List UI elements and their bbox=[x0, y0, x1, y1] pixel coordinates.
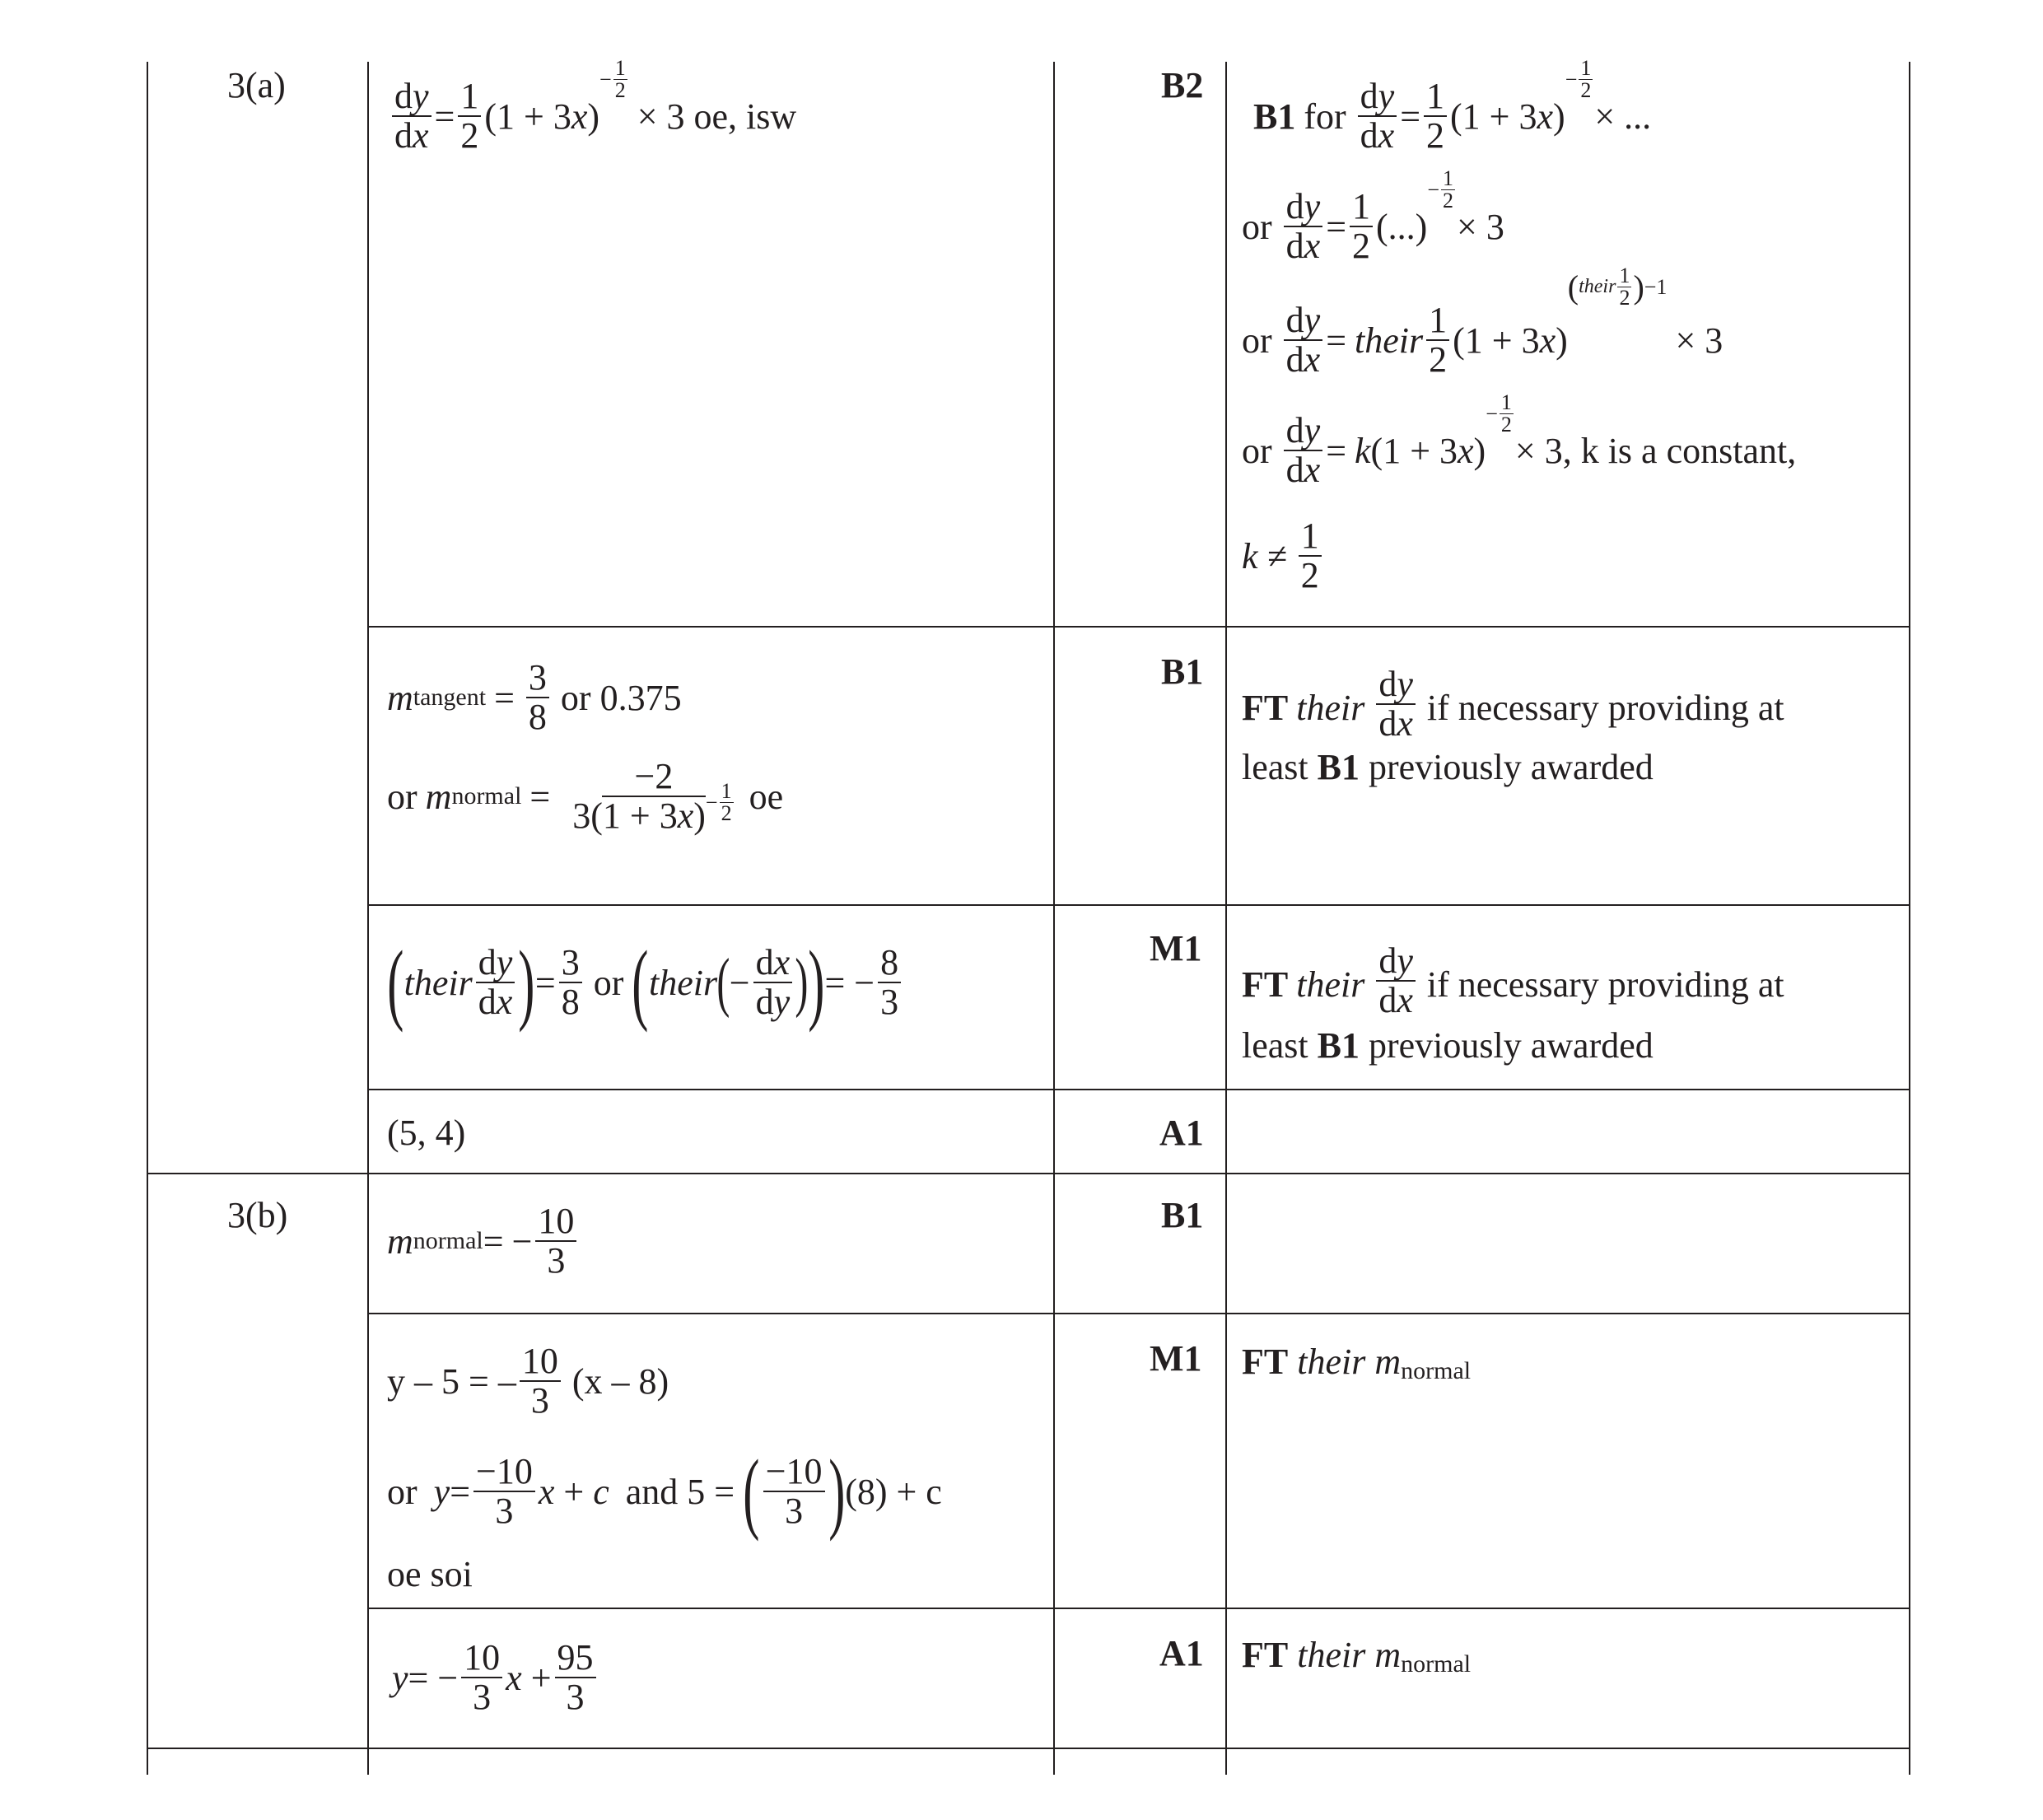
guidance-ft: FT bbox=[1242, 1342, 1289, 1382]
guidance-m-subscript: normal bbox=[1401, 1357, 1472, 1384]
mark-m1: M1 bbox=[1150, 928, 1202, 968]
guidance-their: their bbox=[1355, 320, 1424, 361]
guidance-previously: previously awarded bbox=[1369, 1025, 1654, 1066]
mark-a1: A1 bbox=[1159, 1113, 1204, 1153]
row-divider bbox=[367, 626, 1910, 628]
power-minus-half: − $\frac{1}{2}$ bbox=[599, 56, 626, 102]
or-decimal: or 0.375 bbox=[560, 677, 682, 718]
table-border-right bbox=[1909, 62, 1910, 1775]
table-border-left bbox=[147, 62, 148, 1775]
guidance-k-not-half: k ≠ $\frac{1}{2}$ bbox=[1242, 517, 1325, 595]
guidance-b1: B1 bbox=[1317, 1025, 1360, 1066]
answer-derivative-expression: $\frac{dy}{dx}$ = $\frac{1}{2}$ (1 + 3x) − $\frac{1}{2}$ × 3 oe, isw bbox=[389, 77, 796, 155]
question-divider bbox=[147, 1173, 1910, 1174]
question-number-3b: 3(b) bbox=[227, 1195, 288, 1235]
guidance-ft: FT bbox=[1242, 964, 1289, 1005]
mark-b1: B1 bbox=[1161, 1195, 1204, 1235]
guidance-ft-line-2 bbox=[1242, 1026, 1654, 1066]
guidance-ft: FT bbox=[1242, 688, 1289, 728]
guidance-for: for bbox=[1304, 96, 1346, 137]
answer-m-normal-value: m normal = − $\frac{10}{3}$ bbox=[387, 1202, 580, 1280]
guidance-previously: previously awarded bbox=[1369, 747, 1654, 787]
or-label: or bbox=[593, 962, 624, 1003]
guidance-text: if necessary providing at bbox=[1426, 964, 1784, 1005]
mark-b2: B2 bbox=[1161, 65, 1204, 105]
or-label: or bbox=[387, 776, 417, 817]
or-label: or bbox=[387, 1471, 417, 1512]
answer-suffix: × 3 oe, isw bbox=[637, 96, 797, 137]
oe-soi-label: oe soi bbox=[387, 1554, 473, 1594]
guidance-b1-for: B1 for $\frac{dy}{dx}$ = $\frac{1}{2}$ (1 + 3x) − $\frac{1}{2}$ × ... bbox=[1253, 56, 1652, 156]
guidance-b1: B1 bbox=[1317, 747, 1360, 787]
normal-gradient-numerator: −2 bbox=[602, 758, 707, 797]
their-label: their bbox=[403, 962, 473, 1003]
guidance-or: or bbox=[1242, 320, 1272, 361]
m-normal-subscript: normal bbox=[451, 782, 522, 810]
question-number-3a: 3(a) bbox=[227, 65, 286, 105]
guidance-ft-line-2 bbox=[1242, 748, 1654, 787]
guidance-their: their bbox=[1296, 688, 1365, 728]
row-divider bbox=[367, 1313, 1910, 1314]
dy-dx-fraction: $\frac{dy}{dx}$ bbox=[392, 77, 431, 155]
line-equation-right: (x – 8) bbox=[571, 1360, 669, 1402]
answer-final-equation: y = − $\frac{10}{3}$ x + $\frac{95}{3}$ bbox=[392, 1639, 599, 1716]
guidance-least: least bbox=[1242, 747, 1308, 787]
m-tangent-subscript: tangent bbox=[413, 684, 487, 711]
row-divider bbox=[367, 1089, 1910, 1090]
guidance-k-constant: , k is a constant, bbox=[1562, 430, 1797, 471]
guidance-b1-label: B1 bbox=[1253, 96, 1296, 137]
answer-m-normal: or m normal = −2 3(1 + 3x) − $\frac{1}{2}$ oe bbox=[387, 756, 784, 836]
guidance-their: their bbox=[1297, 1342, 1366, 1382]
row-divider bbox=[367, 904, 1910, 906]
row-divider bbox=[367, 1608, 1910, 1609]
table-bottom-border bbox=[147, 1748, 1910, 1749]
guidance-or-line-1: or $\frac{dy}{dx}$ = $\frac{1}{2}$ (...) − $\frac{1}{2}$ × 3 bbox=[1242, 166, 1504, 266]
answer-m-tangent: m tangent = $\frac{3}{8}$ or 0.375 bbox=[387, 657, 682, 737]
answer-line-equation-alt: or y = $\frac{-10}{3}$ x + c and 5 = ( $\frac{-10}{3}$ ) (8) + c bbox=[387, 1441, 942, 1542]
guidance-ft-line-1: FT their $\frac{dy}{dx}$ if necessary providing at bbox=[1242, 940, 1784, 1020]
column-divider-marks bbox=[1225, 62, 1227, 1775]
answer-line-equation: y – 5 = – $\frac{10}{3}$ (x – 8) bbox=[387, 1341, 669, 1421]
guidance-or-line-2: or $\frac{dy}{dx}$ = their $\frac{1}{2}$ (1 + 3x) ( their $\frac{1}{2}$ ) −1 × 3 bbox=[1242, 264, 1723, 380]
mark-b1: B1 bbox=[1161, 651, 1204, 692]
answer-point: (5, 4) bbox=[387, 1113, 466, 1153]
guidance-their: their bbox=[1297, 1635, 1366, 1675]
oe-label: oe bbox=[749, 776, 784, 817]
guidance-ft-their-m-normal: FT their $m_{normal}$ bbox=[1242, 1342, 1472, 1384]
eight-plus-c: (8) + c bbox=[845, 1471, 942, 1512]
guidance-text: if necessary providing at bbox=[1426, 688, 1784, 728]
m-normal-subscript: normal bbox=[413, 1227, 483, 1254]
and-label: and 5 = bbox=[625, 1471, 735, 1512]
guidance-or: or bbox=[1242, 206, 1272, 247]
guidance-their-exponent: their bbox=[1579, 276, 1616, 297]
their-label: their bbox=[649, 962, 718, 1003]
line-equation-left: y – 5 = – bbox=[387, 1360, 516, 1402]
guidance-m-subscript: normal bbox=[1401, 1650, 1472, 1678]
mark-a1: A1 bbox=[1159, 1633, 1204, 1673]
guidance-least: least bbox=[1242, 1025, 1308, 1066]
guidance-ft: FT bbox=[1242, 1635, 1289, 1675]
column-divider-answer bbox=[1053, 62, 1055, 1775]
guidance-k-neq: k ≠ bbox=[1242, 535, 1287, 576]
column-divider-question bbox=[367, 62, 369, 1775]
answer-gradient-equation: ( their $\frac{dy}{dx}$ ) = $\frac{3}{8}$ or ( their ( − $\frac{dx}{dy}$ ) ) = − $\frac{8}{3}$ bbox=[387, 937, 904, 1028]
guidance-or: or bbox=[1242, 430, 1272, 471]
guidance-or-line-3: or $\frac{dy}{dx}$ = k (1 + 3x) − $\frac{1}{2}$ × 3 , k is a constant, bbox=[1242, 390, 1797, 490]
mark-m1: M1 bbox=[1150, 1338, 1202, 1379]
guidance-their: their bbox=[1296, 964, 1365, 1005]
guidance-ft-line-1: FT their $\frac{dy}{dx}$ if necessary providing at bbox=[1242, 664, 1784, 744]
guidance-ft-their-m-normal: FT their $m_{normal}$ bbox=[1242, 1635, 1472, 1678]
half-fraction: $\frac{1}{2}$ bbox=[458, 77, 481, 155]
